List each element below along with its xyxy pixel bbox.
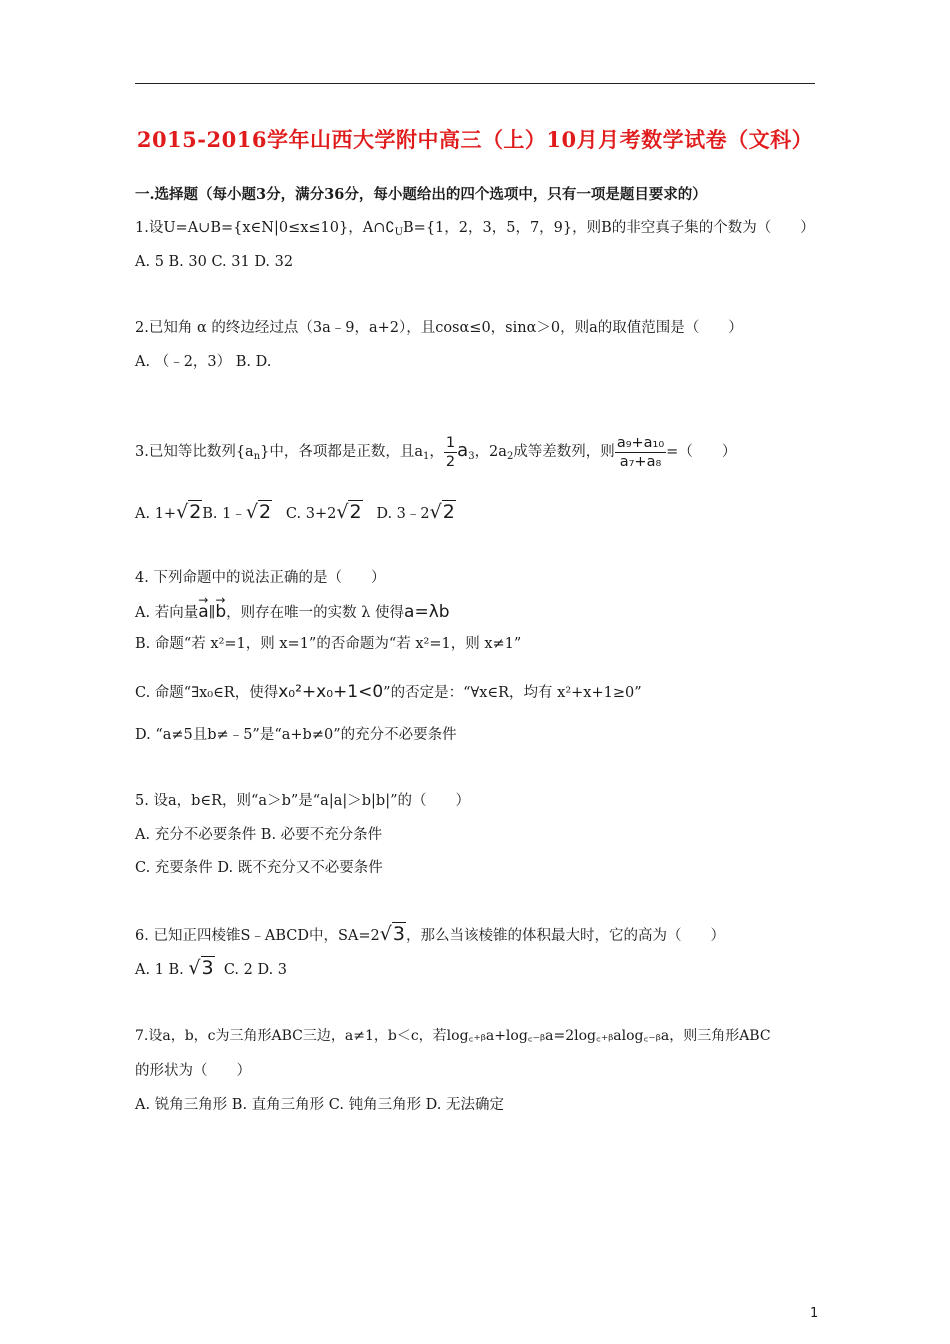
complement-subscript: U: [394, 227, 404, 238]
q3-stem-e: =（ ）: [666, 444, 737, 460]
half-denominator: 2: [445, 453, 456, 470]
half-numerator: 1: [445, 434, 456, 451]
q1-stem-b: B={1，2，3，5，7，9}，则B的非空真子集的个数为（ ）: [403, 220, 815, 236]
half-fraction: [444, 434, 457, 471]
sqrt-2-a: √2: [176, 501, 202, 523]
q6-stem-a: 6. 已知正四棱锥S﹣ABCD中，SA=2: [135, 928, 380, 944]
question-4-option-c: [135, 680, 642, 705]
question-7-stem-line1: 7.设a，b，c为三角形ABC三边，a≠1，b＜c，若log꜀₊ᵦa+log꜀₋ᵦa=2log꜀₊ᵦalog꜀₋ᵦa，则三角形ABC: [135, 1028, 771, 1044]
q6-opt-c: C. 2 D. 3: [223, 962, 288, 978]
q3-stem-b: }中，各项都是正数，且a: [260, 444, 424, 460]
inequality-expression: x₀²+x₀+1<0: [278, 682, 384, 702]
q3-opt-a: A. 1+: [135, 506, 177, 522]
question-5-options-2: C. 充要条件 D. 既不充分又不必要条件: [135, 860, 383, 876]
sqrt-2-d: √2: [429, 501, 455, 523]
q6-opt-a: A. 1 B.: [135, 962, 184, 978]
q4-a-pre: A. 若向量: [135, 605, 199, 621]
a3-base: a: [457, 440, 469, 461]
ratio-numerator: a₉+a₁₀: [616, 434, 665, 451]
q3-opt-c: C. 3+2: [285, 506, 337, 522]
question-5-options-1: A. 充分不必要条件 B. 必要不充分条件: [135, 827, 383, 843]
sqrt-3-option: √3: [188, 957, 214, 979]
question-6-stem: [135, 922, 725, 948]
q3-opt-d: D. 3﹣2: [376, 506, 430, 522]
complement-symbol: ∁: [385, 220, 395, 236]
question-7-options: A. 锐角三角形 B. 直角三角形 C. 钝角三角形 D. 无法确定: [135, 1097, 505, 1113]
question-6-options: [135, 956, 287, 982]
question-5-stem: 5. 设a，b∈R，则“a＞b”是“a|a|＞b|b|”的（ ）: [135, 793, 470, 809]
vector-b: → b: [215, 600, 226, 624]
sqrt-2-b: √2: [245, 501, 272, 523]
q4-c-post: ”的否定是：“∀x∈R，均有 x²+x+1≥0”: [383, 685, 642, 701]
question-2-stem: 2.已知角 α 的终边经过点（3a﹣9，a+2），且cosα≤0，sinα＞0，则a的取值范围是（ ）: [135, 320, 743, 336]
question-3-options: [135, 500, 456, 526]
ratio-denominator: a₇+a₈: [619, 453, 662, 470]
question-4-option-d: D. “a≠5且b≠﹣5”是“a+b≠0”的充分不必要条件: [135, 727, 457, 743]
q3-a1-sub: 1: [423, 451, 430, 462]
question-4-stem: 4. 下列命题中的说法正确的是（ ）: [135, 570, 386, 586]
vector-equation: a=λb: [404, 602, 450, 622]
q3-stem-d: 成等差数列，则: [513, 444, 615, 460]
sqrt-3-stem: √3: [379, 923, 405, 945]
q4-c-pre: C. 命题“∃x₀∈R，使得: [135, 685, 279, 701]
q6-stem-b: ，那么当该棱锥的体积最大时，它的高为（ ）: [405, 928, 725, 944]
question-3-stem: 3.已知等比数列$\{a_n\}$中，各项都是正数，且$a_1$， $\frac{1}{2}$ $a_3$，$2a_2$成等差数列，则 $\frac{\text{a₉+a₁₀}}{\text{a₇+a₈}}$ =（ ）: [135, 434, 737, 470]
page-number: 1: [810, 1306, 819, 1321]
header-rule: [135, 83, 815, 84]
q4-a-post: ，则存在唯一的实数 λ 使得: [226, 605, 405, 621]
q3-a2-sub: 2: [506, 451, 514, 462]
q3-stem-c: ，2a: [474, 444, 507, 460]
question-4-option-b: B. 命题“若 x²=1，则 x=1”的否命题为“若 x²=1，则 x≠1”: [135, 636, 522, 652]
question-4-option-a: [135, 600, 450, 625]
question-2-options: A. （﹣2，3） B. D.: [135, 354, 272, 370]
question-1-options: A. 5 B. 30 C. 31 D. 32: [135, 254, 294, 270]
section-heading: 一.选择题（每小题3分，满分36分，每小题给出的四个选项中，只有一项是题目要求的）: [135, 186, 707, 203]
ratio-fraction: [615, 434, 666, 471]
q3-opt-b: B. 1﹣: [202, 506, 246, 522]
question-1-stem: [135, 218, 815, 243]
sqrt-2-c: √2: [336, 501, 362, 523]
vector-a: → a: [198, 600, 208, 624]
q3-n-sub: n: [253, 451, 261, 462]
parallel-symbol: ∥: [208, 605, 216, 621]
q1-stem-a: 1.设U=A∪B={x∈N|0≤x≤10}，A∩: [135, 220, 386, 236]
exam-title: 2015-2016学年山西大学附中高三（上）10月月考数学试卷（文科）: [136, 127, 814, 152]
question-7-stem-line2: 的形状为（ ）: [135, 1063, 251, 1079]
q3-stem-a: 3.已知等比数列{a: [135, 444, 254, 460]
a3-sub: 3: [468, 451, 475, 462]
